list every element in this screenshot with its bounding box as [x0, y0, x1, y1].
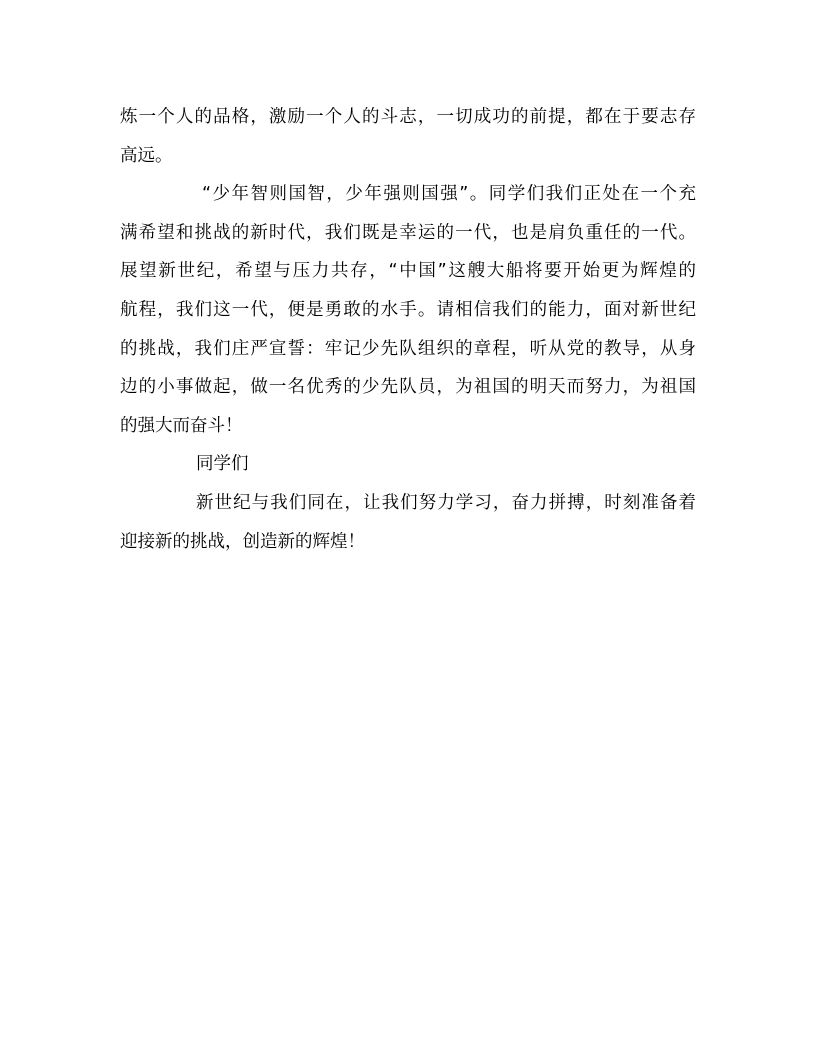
- text-line: 迎接新的挑战，创造新的辉煌！: [120, 531, 365, 552]
- text-line: 新世纪与我们同在，让我们努力学习，奋力拼搏，时刻准备着: [196, 492, 696, 513]
- text-line: 高远。: [120, 145, 173, 166]
- text-line: 展望新世纪，希望与压力共存，“中国”这艘大船将要开始更为辉煌的: [120, 261, 696, 282]
- text-line: “少年智则国智，少年强则国强”。同学们我们正处在一个充: [202, 184, 696, 205]
- text-line: 炼一个人的品格，激励一个人的斗志，一切成功的前提，都在于要志存: [120, 107, 696, 127]
- document-body: [120, 98, 696, 561]
- text-line: 航程，我们这一代，便是勇敢的水手。请相信我们的能力，面对新世纪: [120, 299, 696, 320]
- paragraph-address: [120, 445, 696, 484]
- text-line: 满希望和挑战的新时代，我们既是幸运的一代，也是肩负重任的一代。: [120, 222, 696, 243]
- text-line: 的挑战，我们庄严宣誓：牢记少先队组织的章程，听从党的教导，从身: [120, 338, 696, 359]
- paragraph-closing: [120, 484, 696, 561]
- text-line: 的强大而奋斗！: [120, 415, 243, 436]
- text-line: 同学们: [196, 454, 249, 475]
- paragraph-continuation: [120, 98, 696, 175]
- paragraph-pledge: [120, 175, 696, 445]
- text-line: 边的小事做起，做一名优秀的少先队员，为祖国的明天而努力，为祖国: [120, 377, 696, 398]
